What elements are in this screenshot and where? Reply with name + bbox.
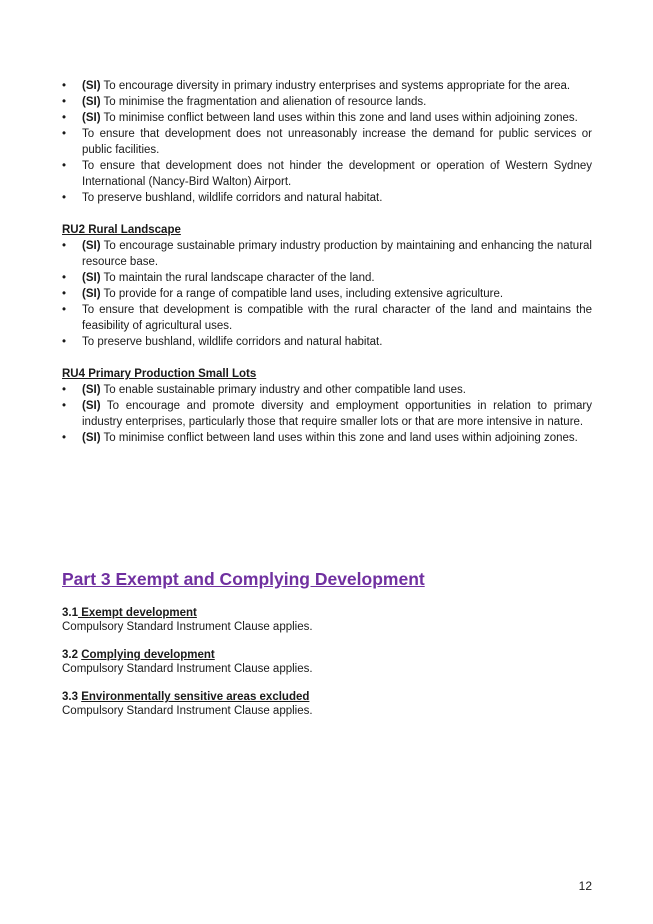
list-item: • (SI) To provide for a range of compatible land uses, including extensive agriculture. — [62, 288, 504, 300]
list-item: • (SI) To encourage sustainable primary industry production by maintaining and enhancing the natural resource base. — [62, 240, 592, 268]
bullet-icon: • — [62, 272, 67, 284]
ru4-bullet-list — [62, 382, 592, 446]
clause-heading — [62, 606, 592, 620]
bullet-icon: • — [62, 112, 67, 124]
bullet-icon: • — [62, 288, 67, 300]
list-item: • To ensure that development does not unreasonably increase the demand for public services or public facilities. — [62, 128, 592, 156]
clause-body: Compulsory Standard Instrument Clause applies. — [62, 621, 313, 633]
clause-number: 3.1 — [62, 607, 78, 619]
bullet-icon: • — [62, 192, 67, 204]
zone-objectives — [62, 78, 592, 446]
ru2-heading: RU2 Rural Landscape — [62, 224, 181, 236]
part3-title: Part 3 Exempt and Complying Development — [62, 569, 425, 589]
clause-title: Complying development — [81, 649, 215, 661]
bullet-icon: • — [62, 400, 67, 412]
bullet-icon: • — [62, 336, 67, 348]
bullet-icon: • — [62, 384, 67, 396]
clause-title: Environmentally sensitive areas excluded — [81, 691, 310, 703]
list-item: • (SI) To minimise conflict between land uses within this zone and land uses within adjoining zones. — [62, 112, 578, 124]
list-item: • (SI) To minimise the fragmentation and alienation of resource lands. — [62, 96, 427, 108]
bullet-icon: • — [62, 128, 67, 140]
ru4-heading: RU4 Primary Production Small Lots — [62, 368, 257, 380]
clause-number: 3.3 — [62, 691, 78, 703]
clause-body: Compulsory Standard Instrument Clause applies. — [62, 663, 313, 675]
bullet-icon: • — [62, 80, 67, 92]
ru2-bullet-list — [62, 238, 592, 350]
list-item: • (SI) To minimise conflict between land uses within this zone and land uses within adjoining zones. — [62, 432, 578, 444]
clause-complying-development — [62, 648, 592, 676]
page-number: 12 — [578, 879, 592, 893]
clause-sensitive-areas — [62, 690, 592, 718]
list-item: • (SI) To enable sustainable primary industry and other compatible land uses. — [62, 384, 466, 396]
list-item: • To preserve bushland, wildlife corridors and natural habitat. — [62, 336, 383, 348]
list-item: • (SI) To encourage diversity in primary industry enterprises and systems appropriate for the area. — [62, 80, 571, 92]
list-item: • (SI) To encourage and promote diversity and employment opportunities in relation to primary industry enterprises, particularly those that require smaller lots or that are more intensive in nature. — [62, 400, 592, 428]
list-item: • To ensure that development is compatible with the rural character of the land and maintains the feasibility of agricultural uses. — [62, 304, 592, 332]
intro-bullet-list — [62, 78, 592, 206]
bullet-icon: • — [62, 304, 67, 316]
clause-exempt-development — [62, 606, 592, 634]
clause-title: Exempt development — [78, 607, 197, 619]
clause-number: 3.2 — [62, 649, 78, 661]
bullet-icon: • — [62, 240, 67, 252]
list-item: • (SI) To maintain the rural landscape character of the land. — [62, 272, 375, 284]
clause-heading — [62, 648, 592, 662]
clause-heading — [62, 690, 592, 704]
clause-body: Compulsory Standard Instrument Clause applies. — [62, 705, 313, 717]
list-item: • To ensure that development does not hinder the development or operation of Western Sydney International (Nancy-Bird Walton) Airport. — [62, 160, 592, 188]
bullet-icon: • — [62, 96, 67, 108]
bullet-icon: • — [62, 432, 67, 444]
list-item: • To preserve bushland, wildlife corridors and natural habitat. — [62, 192, 383, 204]
bullet-icon: • — [62, 160, 67, 172]
